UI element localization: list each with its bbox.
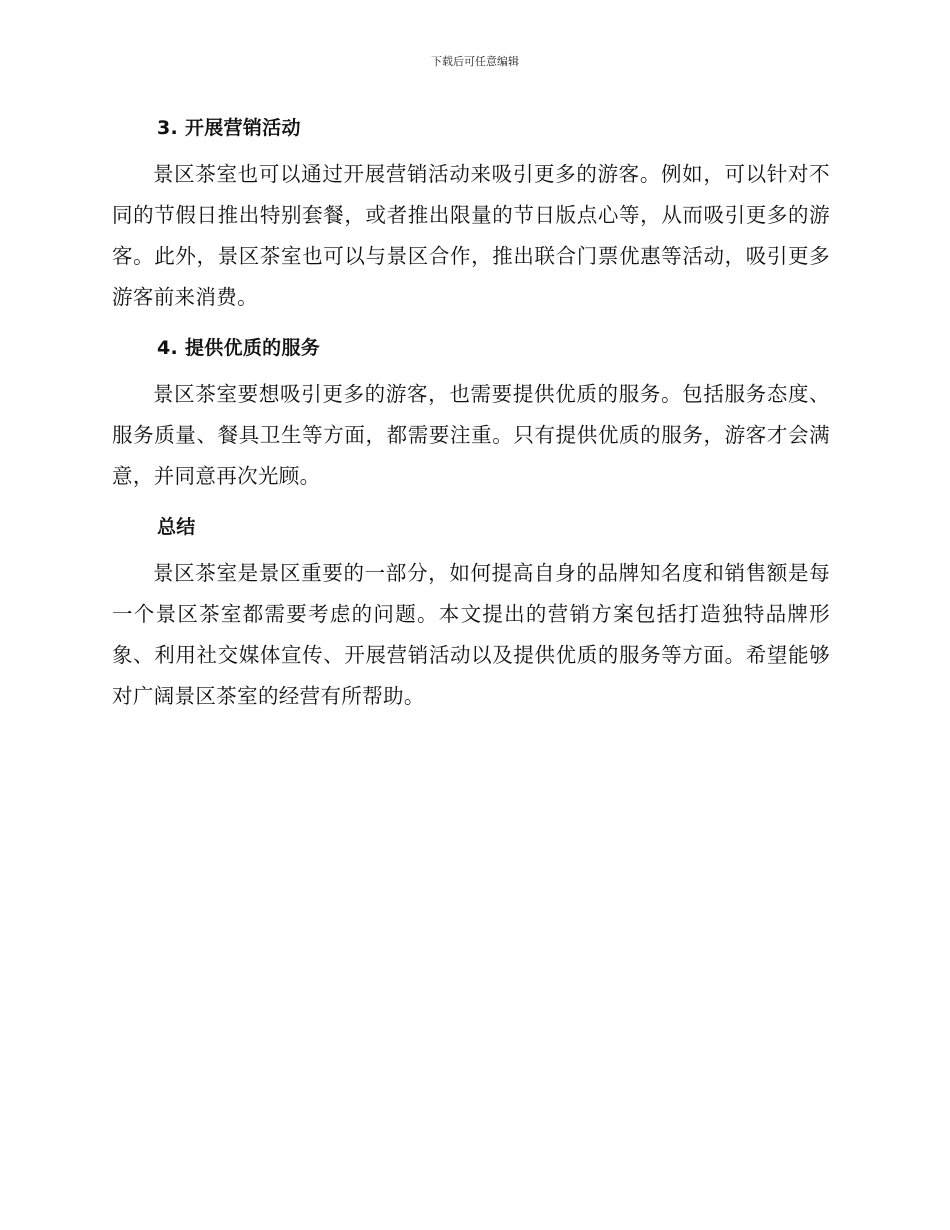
document-body: [112, 110, 830, 717]
section-spacer: [112, 318, 830, 330]
section-paragraph-marketing-activities: 景区茶室也可以通过开展营销活动来吸引更多的游客。例如，可以针对不同的节假日推出特别套餐，或者推出限量的节日版点心等，从而吸引更多的游客。此外，景区茶室也可以与景区合作，推出联合门票优惠等活动，吸引更多游客前来消费。: [112, 162, 830, 309]
section-paragraph-quality-service: 景区茶室要想吸引更多的游客，也需要提供优质的服务。包括服务态度、服务质量、餐具卫生等方面，都需要注重。只有提供优质的服务，游客才会满意，并同意再次光顾。: [112, 382, 830, 488]
section-heading-quality-service: 4. 提供优质的服务: [157, 337, 321, 359]
section-spacer: [112, 497, 830, 509]
section-heading-marketing-activities: 3. 开展营销活动: [157, 117, 301, 139]
section-paragraph-summary: 景区茶室是景区重要的一部分，如何提高自身的品牌知名度和销售额是每一个景区茶室都需要考虑的问题。本文提出的营销方案包括打造独特品牌形象、利用社交媒体宣传、开展营销活动以及提供优质的服务等方面。希望能够对广阔景区茶室的经营有所帮助。: [112, 561, 830, 708]
section-heading-summary: 总结: [157, 516, 196, 538]
header-note: 下载后可任意编辑: [431, 55, 519, 68]
